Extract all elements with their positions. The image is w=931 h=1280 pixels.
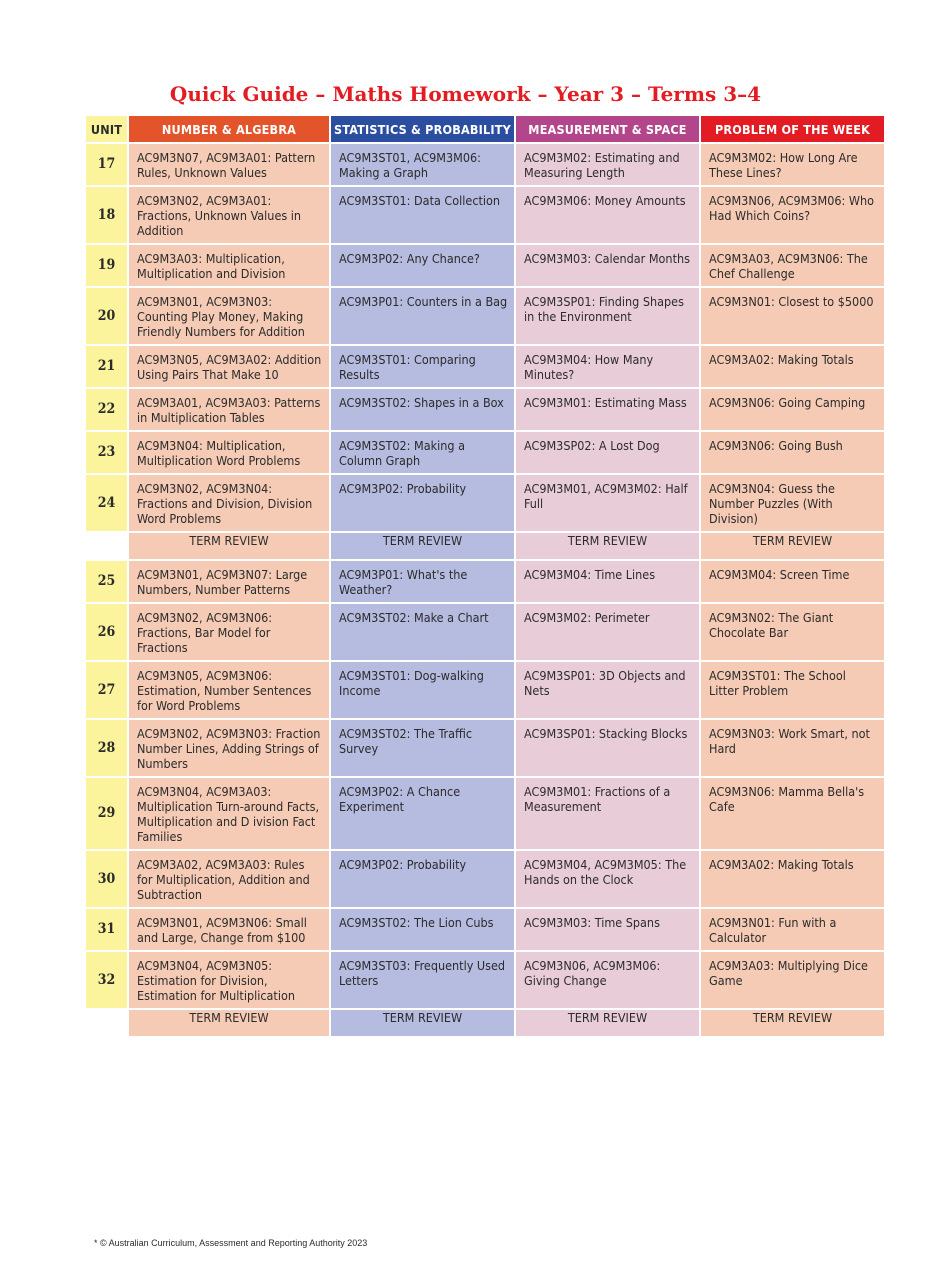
statistics-cell-text: AC9M3ST01: Data Collection: [339, 193, 501, 208]
unit-number: 19: [85, 244, 128, 287]
term-review-row: [85, 1009, 885, 1037]
measurement-cell: [515, 345, 700, 388]
statistics-cell-text: AC9M3ST02: Shapes in a Box: [339, 395, 504, 410]
measurement-cell-text: AC9M3M02: Estimating and Measuring Length: [524, 150, 680, 180]
table-row: [85, 143, 885, 186]
number-algebra-cell: [128, 388, 330, 431]
measurement-cell-text: AC9M3M04: How Many Minutes?: [524, 352, 654, 382]
measurement-cell-text: AC9M3M06: Money Amounts: [524, 193, 686, 208]
page-title: Quick Guide – Maths Homework – Year 3 – Terms 3–4: [169, 82, 762, 106]
header-problem-of-the-week: PROBLEM OF THE WEEK: [700, 115, 885, 143]
problem-cell-text: AC9M3N04: Guess the Number Puzzles (With Division): [709, 481, 835, 526]
term-review-label: TERM REVIEW: [515, 532, 700, 560]
table-row: [85, 777, 885, 850]
problem-cell-text: AC9M3A03, AC9M3N06: The Chef Challenge: [709, 251, 868, 281]
unit-number: 27: [85, 661, 128, 719]
statistics-cell: [330, 603, 515, 661]
statistics-cell-text: AC9M3P02: A Chance Experiment: [339, 784, 461, 814]
number-algebra-cell-text: AC9M3N02, AC9M3N06: Fractions, Bar Model for Fractions: [137, 610, 273, 655]
number-algebra-cell-text: AC9M3A03: Multiplication, Multiplication and Division: [137, 251, 286, 281]
problem-cell-text: AC9M3N01: Closest to $5000: [709, 294, 874, 309]
problem-cell: [700, 908, 885, 951]
measurement-cell: [515, 661, 700, 719]
unit-number: 26: [85, 603, 128, 661]
term-review-label: TERM REVIEW: [128, 1009, 330, 1037]
number-algebra-cell: [128, 661, 330, 719]
unit-number: 18: [85, 186, 128, 244]
header-measurement-space: MEASUREMENT & SPACE: [515, 115, 700, 143]
statistics-cell-text: AC9M3ST01, AC9M3M06: Making a Graph: [339, 150, 481, 180]
measurement-cell-text: AC9M3N06, AC9M3M06: Giving Change: [524, 958, 661, 988]
statistics-cell: [330, 431, 515, 474]
problem-cell-text: AC9M3N06: Going Bush: [709, 438, 843, 453]
unit-number: 32: [85, 951, 128, 1009]
problem-cell: [700, 287, 885, 345]
statistics-cell: [330, 186, 515, 244]
statistics-cell-text: AC9M3ST02: Make a Chart: [339, 610, 489, 625]
statistics-cell: [330, 345, 515, 388]
unit-number: 20: [85, 287, 128, 345]
table-row: [85, 186, 885, 244]
measurement-cell: [515, 287, 700, 345]
quick-guide-table: [84, 114, 886, 1038]
statistics-cell: [330, 908, 515, 951]
statistics-cell: [330, 661, 515, 719]
number-algebra-cell-text: AC9M3N01, AC9M3N07: Large Numbers, Number Patterns: [137, 567, 308, 597]
measurement-cell-text: AC9M3M01: Fractions of a Measurement: [524, 784, 671, 814]
measurement-cell-text: AC9M3M03: Calendar Months: [524, 251, 690, 266]
problem-cell: [700, 143, 885, 186]
statistics-cell-text: AC9M3P02: Any Chance?: [339, 251, 480, 266]
problem-cell-text: AC9M3N06: Going Camping: [709, 395, 866, 410]
unit-number: 31: [85, 908, 128, 951]
table-row: [85, 431, 885, 474]
measurement-cell-text: AC9M3SP01: 3D Objects and Nets: [524, 668, 686, 698]
number-algebra-cell: [128, 474, 330, 532]
table-row: [85, 661, 885, 719]
unit-number: 29: [85, 777, 128, 850]
statistics-cell: [330, 287, 515, 345]
statistics-cell: [330, 143, 515, 186]
statistics-cell-text: AC9M3P01: Counters in a Bag: [339, 294, 508, 309]
statistics-cell: [330, 244, 515, 287]
number-algebra-cell: [128, 186, 330, 244]
measurement-cell-text: AC9M3SP01: Stacking Blocks: [524, 726, 688, 741]
number-algebra-cell: [128, 560, 330, 603]
statistics-cell: [330, 560, 515, 603]
number-algebra-cell-text: AC9M3N01, AC9M3N03: Counting Play Money, Making Friendly Numbers for Addition: [137, 294, 305, 339]
problem-cell-text: AC9M3N01: Fun with a Calculator: [709, 915, 837, 945]
number-algebra-cell-text: AC9M3N02, AC9M3A01: Fractions, Unknown Values in Addition: [137, 193, 302, 238]
number-algebra-cell: [128, 951, 330, 1009]
table-row: [85, 345, 885, 388]
problem-cell-text: AC9M3A02: Making Totals: [709, 857, 854, 872]
statistics-cell: [330, 719, 515, 777]
measurement-cell-text: AC9M3M01: Estimating Mass: [524, 395, 687, 410]
number-algebra-cell: [128, 143, 330, 186]
measurement-cell: [515, 186, 700, 244]
measurement-cell: [515, 388, 700, 431]
statistics-cell: [330, 388, 515, 431]
problem-cell-text: AC9M3A03: Multiplying Dice Game: [709, 958, 868, 988]
table-row: [85, 474, 885, 532]
statistics-cell-text: AC9M3ST02: Making a Column Graph: [339, 438, 465, 468]
problem-cell: [700, 345, 885, 388]
measurement-cell: [515, 244, 700, 287]
unit-number: 28: [85, 719, 128, 777]
measurement-cell: [515, 143, 700, 186]
measurement-cell-text: AC9M3M04, AC9M3M05: The Hands on the Clock: [524, 857, 687, 887]
unit-number: 30: [85, 850, 128, 908]
statistics-cell: [330, 951, 515, 1009]
problem-cell: [700, 388, 885, 431]
table-row: [85, 560, 885, 603]
problem-cell: [700, 850, 885, 908]
number-algebra-cell-text: AC9M3N04: Multiplication, Multiplication Word Problems: [137, 438, 301, 468]
number-algebra-cell: [128, 244, 330, 287]
statistics-cell-text: AC9M3ST02: The Lion Cubs: [339, 915, 494, 930]
number-algebra-cell-text: AC9M3N04, AC9M3N05: Estimation for Division, Estimation for Multiplication: [137, 958, 295, 1003]
measurement-cell: [515, 908, 700, 951]
problem-cell-text: AC9M3N06, AC9M3M06: Who Had Which Coins?: [709, 193, 875, 223]
table-row: [85, 388, 885, 431]
number-algebra-cell: [128, 908, 330, 951]
statistics-cell-text: AC9M3ST03: Frequently Used Letters: [339, 958, 506, 988]
problem-cell: [700, 186, 885, 244]
statistics-cell-text: AC9M3P01: What's the Weather?: [339, 567, 468, 597]
problem-cell-text: AC9M3ST01: The School Litter Problem: [709, 668, 846, 698]
measurement-cell: [515, 431, 700, 474]
number-algebra-cell-text: AC9M3N02, AC9M3N03: Fraction Number Lines, Adding Strings of Numbers: [137, 726, 321, 771]
copyright-footnote: * © Australian Curriculum, Assessment and Reporting Authority 2023: [94, 1238, 368, 1248]
empty-cell: [85, 532, 128, 560]
problem-cell: [700, 431, 885, 474]
header-unit: UNIT: [85, 115, 128, 143]
measurement-cell-text: AC9M3SP01: Finding Shapes in the Environment: [524, 294, 684, 324]
number-algebra-cell-text: AC9M3N04, AC9M3A03: Multiplication Turn-around Facts, Multiplication and D ivision Fact Families: [137, 784, 320, 844]
table-row: [85, 719, 885, 777]
measurement-cell: [515, 560, 700, 603]
measurement-cell-text: AC9M3M03: Time Spans: [524, 915, 660, 930]
term-review-label: TERM REVIEW: [128, 532, 330, 560]
problem-cell-text: AC9M3M04: Screen Time: [709, 567, 850, 582]
problem-cell-text: AC9M3N02: The Giant Chocolate Bar: [709, 610, 834, 640]
number-algebra-cell-text: AC9M3N07, AC9M3A01: Pattern Rules, Unknown Values: [137, 150, 316, 180]
table-row: [85, 244, 885, 287]
table-row: [85, 951, 885, 1009]
unit-number: 17: [85, 143, 128, 186]
number-algebra-cell-text: AC9M3N05, AC9M3N06: Estimation, Number Sentences for Word Problems: [137, 668, 312, 713]
statistics-cell-text: AC9M3ST02: The Traffic Survey: [339, 726, 473, 756]
term-review-label: TERM REVIEW: [700, 1009, 885, 1037]
number-algebra-cell-text: AC9M3A01, AC9M3A03: Patterns in Multiplication Tables: [137, 395, 321, 425]
number-algebra-cell: [128, 431, 330, 474]
statistics-cell: [330, 777, 515, 850]
unit-number: 24: [85, 474, 128, 532]
unit-number: 21: [85, 345, 128, 388]
statistics-cell: [330, 474, 515, 532]
measurement-cell-text: AC9M3M04: Time Lines: [524, 567, 656, 582]
problem-cell-text: AC9M3N06: Mamma Bella's Cafe: [709, 784, 865, 814]
problem-cell: [700, 560, 885, 603]
problem-cell: [700, 474, 885, 532]
problem-cell-text: AC9M3M02: How Long Are These Lines?: [709, 150, 858, 180]
number-algebra-cell-text: AC9M3N02, AC9M3N04: Fractions and Division, Division Word Problems: [137, 481, 313, 526]
header-statistics-probability: STATISTICS & PROBABILITY: [330, 115, 515, 143]
measurement-cell: [515, 777, 700, 850]
term-review-label: TERM REVIEW: [515, 1009, 700, 1037]
empty-cell: [85, 1009, 128, 1037]
problem-cell: [700, 661, 885, 719]
problem-cell: [700, 244, 885, 287]
problem-cell: [700, 777, 885, 850]
measurement-cell: [515, 719, 700, 777]
term-review-label: TERM REVIEW: [330, 532, 515, 560]
table-body: [85, 143, 885, 1037]
number-algebra-cell-text: AC9M3A02, AC9M3A03: Rules for Multiplication, Addition and Subtraction: [137, 857, 310, 902]
measurement-cell: [515, 850, 700, 908]
measurement-cell-text: AC9M3M02: Perimeter: [524, 610, 650, 625]
statistics-cell-text: AC9M3ST01: Comparing Results: [339, 352, 476, 382]
statistics-cell-text: AC9M3P02: Probability: [339, 481, 467, 496]
table-row: [85, 287, 885, 345]
number-algebra-cell: [128, 287, 330, 345]
table-row: [85, 603, 885, 661]
table-row: [85, 850, 885, 908]
statistics-cell-text: AC9M3P02: Probability: [339, 857, 467, 872]
header-number-algebra: NUMBER & ALGEBRA: [128, 115, 330, 143]
number-algebra-cell: [128, 603, 330, 661]
problem-cell-text: AC9M3A02: Making Totals: [709, 352, 854, 367]
measurement-cell-text: AC9M3SP02: A Lost Dog: [524, 438, 660, 453]
measurement-cell-text: AC9M3M01, AC9M3M02: Half Full: [524, 481, 688, 511]
problem-cell: [700, 603, 885, 661]
measurement-cell: [515, 603, 700, 661]
problem-cell: [700, 951, 885, 1009]
number-algebra-cell: [128, 850, 330, 908]
term-review-label: TERM REVIEW: [700, 532, 885, 560]
problem-cell-text: AC9M3N03: Work Smart, not Hard: [709, 726, 870, 756]
unit-number: 25: [85, 560, 128, 603]
statistics-cell: [330, 850, 515, 908]
table-row: [85, 908, 885, 951]
number-algebra-cell: [128, 777, 330, 850]
number-algebra-cell-text: AC9M3N05, AC9M3A02: Addition Using Pairs That Make 10: [137, 352, 322, 382]
measurement-cell: [515, 474, 700, 532]
number-algebra-cell: [128, 345, 330, 388]
unit-number: 23: [85, 431, 128, 474]
term-review-label: TERM REVIEW: [330, 1009, 515, 1037]
measurement-cell: [515, 951, 700, 1009]
problem-cell: [700, 719, 885, 777]
number-algebra-cell: [128, 719, 330, 777]
header-row: [85, 115, 885, 143]
number-algebra-cell-text: AC9M3N01, AC9M3N06: Small and Large, Change from $100: [137, 915, 307, 945]
statistics-cell-text: AC9M3ST01: Dog-walking Income: [339, 668, 484, 698]
unit-number: 22: [85, 388, 128, 431]
term-review-row: [85, 532, 885, 560]
